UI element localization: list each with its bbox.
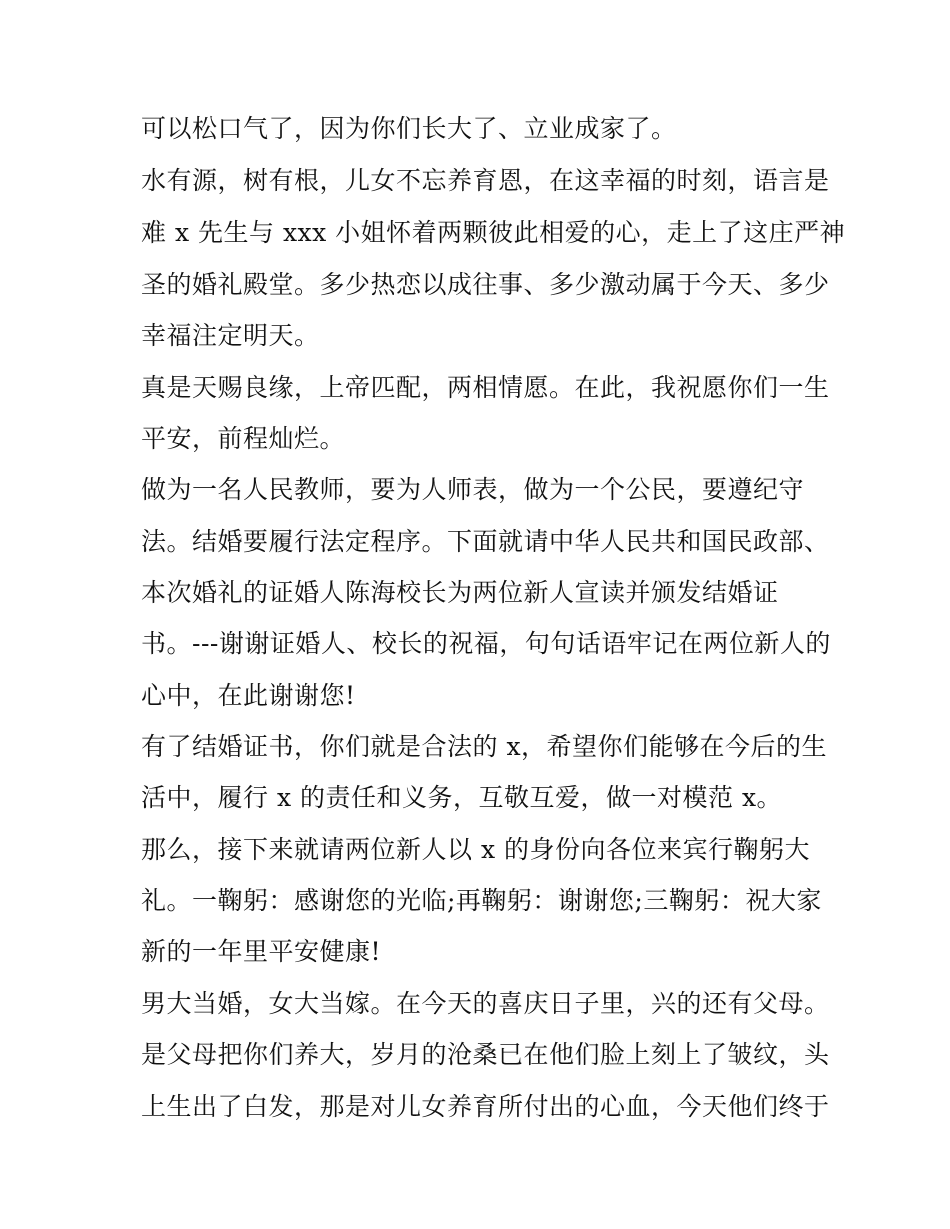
text-line: 新的一年里平安健康! [141,937,382,966]
text-line: 做为一名人民教师，要为人师表，做为一个公民，要遵纪守 [141,475,805,504]
text-line: 水有源，树有根，儿女不忘养育恩，在这幸福的时刻，语言是 [141,166,830,195]
text-line: 上生出了白发，那是对儿女养育所付出的心血，今天他们终于 [141,1092,830,1121]
text-line: 法。结婚要履行法定程序。下面就请中华人民共和国民政部、 [141,527,830,556]
text-line: 男大当婚，女大当嫁。在今天的喜庆日子里，兴的还有父母。 [141,989,830,1018]
text-line: 心中，在此谢谢您! [141,681,356,710]
text-line: 圣的婚礼殿堂。多少热恋以成往事、多少激动属于今天、多少 [141,270,830,299]
text-line: 真是天赐良缘，上帝匹配，两相情愿。在此，我祝愿你们一生 [141,373,830,402]
text-line: 那么，接下来就请两位新人以 x 的身份向各位来宾行鞠躬大 [141,835,810,864]
text-line: 本次婚礼的证婚人陈海校长为两位新人宣读并颁发结婚证 [141,578,779,607]
text-line: 礼。一鞠躬：感谢您的光临;再鞠躬：谢谢您;三鞠躬：祝大家 [141,886,822,915]
text-line: 活中，履行 x 的责任和义务，互敬互爱，做一对模范 x。 [141,783,783,812]
text-line: 是父母把你们养大，岁月的沧桑已在他们脸上刻上了皱纹，头 [141,1040,830,1069]
text-line: 有了结婚证书，你们就是合法的 x，希望你们能够在今后的生 [141,732,828,761]
text-line: 平安，前程灿烂。 [141,424,346,453]
text-line: 可以松口气了，因为你们长大了、立业成家了。 [141,114,677,143]
text-line: 幸福注定明天。 [141,321,320,350]
text-line: 难 x 先生与 xxx 小姐怀着两颗彼此相爱的心，走上了这庄严神 [141,218,846,247]
text-line: 书。---谢谢证婚人、校长的祝福，句句话语牢记在两位新人的 [141,629,831,658]
